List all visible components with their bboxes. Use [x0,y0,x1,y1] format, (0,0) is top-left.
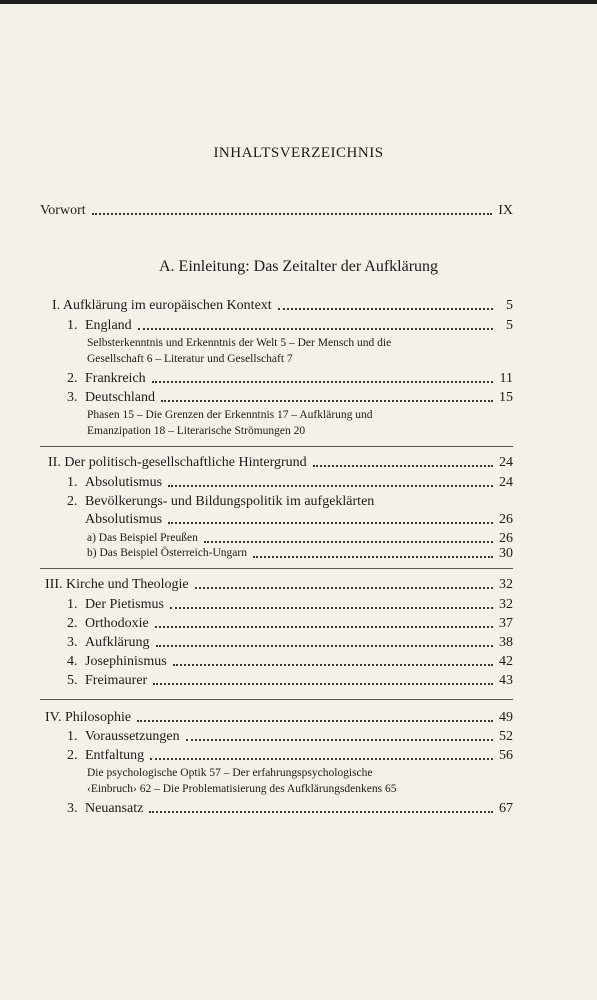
toc-page-number: 42 [499,654,513,669]
toc-page-number: 11 [499,371,513,386]
toc-entry-label: Freimaurer [85,673,148,688]
description-line: Die psychologische Optik 57 – Der erfahrungspsychologische [87,767,373,779]
toc-entry-number: 3. [67,390,78,405]
toc-page-number: 5 [506,318,513,333]
section-divider [40,568,513,569]
toc-entry-bevoelkerungspolitik[interactable] [67,493,513,510]
toc-page-number: 43 [499,673,513,688]
toc-entry-bevoelkerungspolitik-cont[interactable] [85,511,513,528]
leader-dots [149,811,493,813]
toc-subentry-oesterreich[interactable] [87,545,513,562]
leader-dots [278,308,493,310]
toc-entry-label: Absolutismus [85,475,163,490]
toc-entry-number: 4. [67,654,78,669]
toc-page-number: 15 [499,390,513,405]
toc-entry-label: Orthodoxie [85,616,149,631]
leader-dots [168,485,493,487]
toc-page-number: 24 [499,455,513,470]
toc-entry-number: 1. [67,318,78,333]
leader-dots [92,213,493,215]
leader-dots [204,541,493,543]
leader-dots [161,400,493,402]
leader-dots [150,758,493,760]
toc-entry-label: III. Kirche und Theologie [45,577,189,592]
toc-entry-number: 2. [67,616,78,631]
toc-entry-orthodoxie[interactable] [67,615,513,632]
leader-dots [138,328,493,330]
toc-entry-pietismus[interactable] [67,596,513,613]
toc-entry-number: 1. [67,475,78,490]
leader-dots [173,664,493,666]
description-line: Selbsterkenntnis und Erkenntnis der Welt 5 – Der Mensch und die [87,337,392,349]
toc-page-number: 26 [499,512,513,527]
description-line: Emanzipation 18 – Literarische Strömungen 20 [87,425,306,437]
toc-page-number: IX [498,203,513,218]
toc-entry-label: Vorwort [40,203,86,218]
leader-dots [156,645,493,647]
toc-entry-number: 2. [67,748,78,763]
toc-entry-absolutismus[interactable] [67,474,513,491]
leader-dots [253,556,493,558]
toc-entry-label: Bevölkerungs- und Bildungspolitik im aufgeklärten [85,494,375,509]
toc-entry-label: II. Der politisch-gesellschaftliche Hintergrund [48,455,307,470]
toc-entry-label: Aufklärung [85,635,150,650]
toc-entry-neuansatz[interactable] [67,800,513,817]
toc-entry-label: Voraussetzungen [85,729,180,744]
toc-chapter-2[interactable] [48,454,513,471]
toc-entry-number: 3. [67,801,78,816]
toc-entry-label: Josephinismus [85,654,167,669]
toc-entry-number: 2. [67,494,78,509]
toc-page-number: 5 [506,298,513,313]
toc-entry-label: Absolutismus [85,512,163,527]
toc-page-number: 26 [499,531,513,546]
toc-entry-label: England [85,318,132,333]
toc-entry-label: b) Das Beispiel Österreich-Ungarn [87,547,247,559]
section-heading-a: A. Einleitung: Das Zeitalter der Aufklärung [158,258,439,275]
toc-entry-entfaltung[interactable] [67,747,513,764]
toc-entry-label: a) Das Beispiel Preußen [87,532,198,544]
toc-description-entfaltung [87,765,467,797]
leader-dots [168,522,493,524]
description-line: Gesellschaft 6 – Literatur und Gesellschaft 7 [87,353,293,365]
toc-entry-aufklaerung[interactable] [67,634,513,651]
toc-entry-label: Deutschland [85,390,155,405]
toc-page-number: 56 [499,748,513,763]
toc-entry-label: Der Pietismus [85,597,164,612]
toc-page-number: 52 [499,729,513,744]
leader-dots [195,587,493,589]
toc-description-england [87,335,467,367]
toc-entry-number: 5. [67,673,78,688]
toc-entry-england[interactable] [67,317,513,334]
toc-entry-label: IV. Philosophie [45,710,132,725]
toc-entry-josephinismus[interactable] [67,653,513,670]
toc-entry-number: 1. [67,597,78,612]
leader-dots [155,626,493,628]
description-line: ‹Einbruch› 62 – Die Problematisierung des Aufklärungsdenkens 65 [87,783,397,795]
toc-page-number: 30 [499,546,513,561]
toc-entry-number: 3. [67,635,78,650]
toc-page-number: 49 [499,710,513,725]
leader-dots [152,381,493,383]
toc-page-number: 32 [499,597,513,612]
page-title: INHALTSVERZEICHNIS [213,145,384,161]
toc-page-number: 32 [499,577,513,592]
toc-entry-label: I. Aufklärung im europäischen Kontext [52,298,272,313]
toc-chapter-4[interactable] [45,709,513,726]
leader-dots [313,465,493,467]
toc-entry-number: 2. [67,371,78,386]
toc-entry-vorwort[interactable] [40,202,513,219]
toc-entry-label: Entfaltung [85,748,145,763]
leader-dots [137,720,493,722]
description-line: Phasen 15 – Die Grenzen der Erkenntnis 17 – Aufklärung und [87,409,373,421]
toc-chapter-1[interactable] [52,297,513,314]
toc-chapter-3[interactable] [45,576,513,593]
leader-dots [170,607,493,609]
toc-entry-freimaurer[interactable] [67,672,513,689]
toc-entry-deutschland[interactable] [67,389,513,406]
leader-dots [186,739,493,741]
section-divider [40,699,513,700]
toc-entry-label: Frankreich [85,371,146,386]
toc-page-number: 38 [499,635,513,650]
toc-page-number: 67 [499,801,513,816]
toc-description-deutschland [87,407,467,439]
toc-entry-frankreich[interactable] [67,370,513,387]
toc-entry-voraussetzungen[interactable] [67,728,513,745]
toc-page-number: 37 [499,616,513,631]
section-divider [40,446,513,447]
leader-dots [153,683,493,685]
toc-entry-label: Neuansatz [85,801,144,816]
toc-page-number: 24 [499,475,513,490]
toc-entry-number: 1. [67,729,78,744]
